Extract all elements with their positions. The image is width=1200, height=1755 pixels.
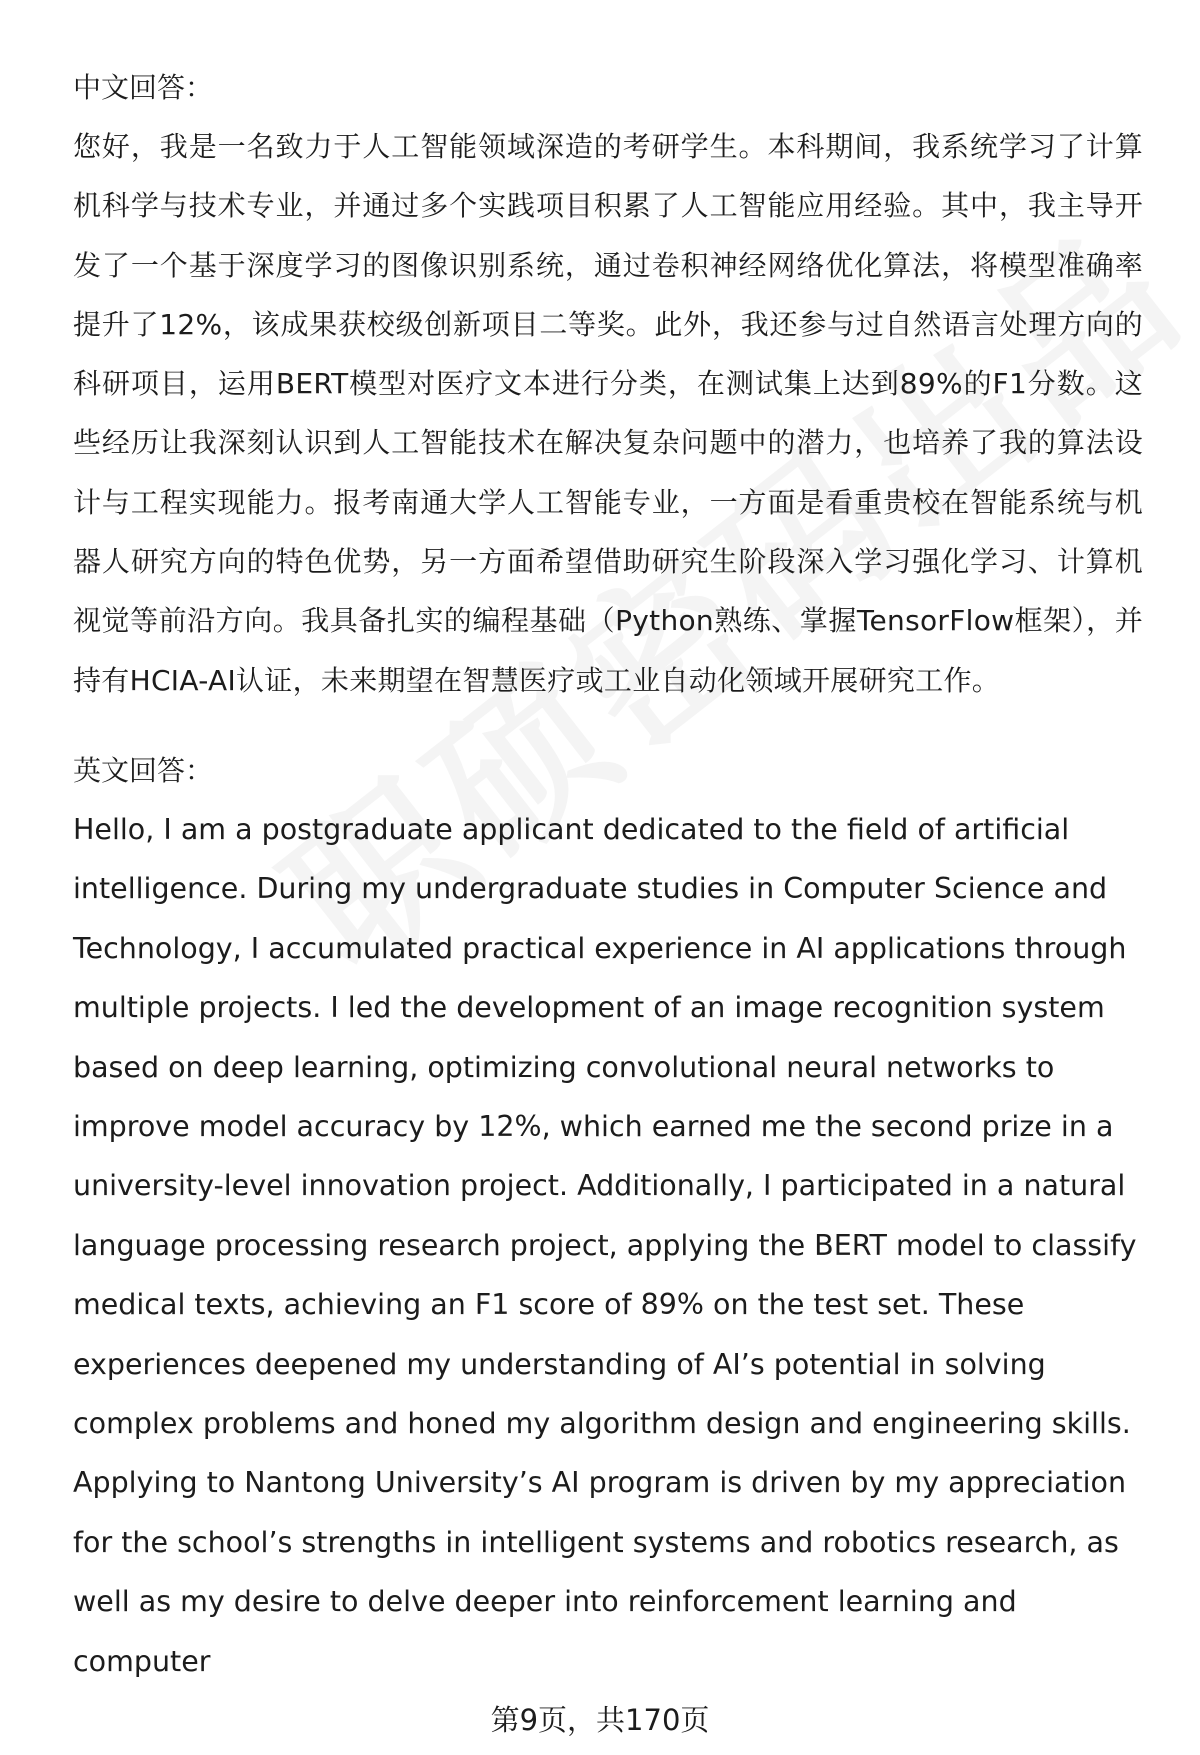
en-answer-paragraph — [73, 800, 1143, 1691]
page-number-footer: 第9页，共170页 — [490, 1703, 710, 1737]
zh-section-label: 中文回答： — [73, 71, 214, 104]
en-answer-line: language processing research project, applying the BERT model to classify — [73, 1228, 1137, 1262]
en-answer-line: medical texts, achieving an F1 score of 89% on the test set. These — [73, 1288, 1025, 1322]
en-answer-line: based on deep learning, optimizing convolutional neural networks to — [73, 1050, 1055, 1084]
en-answer-line: improve model accuracy by 12%, which earned me the second prize in a — [73, 1110, 1114, 1143]
en-section-label: 英文回答： — [73, 753, 214, 787]
section-gap — [73, 710, 1143, 741]
zh-answer-paragraph: 您好，我是一名致力于人工智能领域深造的考研学生。本科期间，我系统学习了计算机科学与技术专业，并通过多个实践项目积累了人工智能应用经验。其中，我主导开发了一个基于深度学习的图像识别系统，通过卷积神经网络优化算法，将模型准确率提升了12%，该成果获校级创新项目二等奖。此外，我还参与过自然语言处理方向的科研项目，运用BERT模型对医疗文本进行分类，在测试集上达到89%的F1分数。这些经历让我深刻认识到人工智能技术在解决复杂问题中的潜力，也培养了我的算法设计与工程实现能力。报考南通大学人工智能专业，一方面是看重贵校在智能系统与机器人研究方向的特色优势，另一方面希望借助研究生阶段深入学习强化学习、计算机视觉等前沿方向。我具备扎实的编程基础（Python熟练、掌握TensorFlow框架），并持有HCIA-AI认证，未来期望在智慧医疗或工业自动化领域开展研究工作。 — [73, 130, 1143, 697]
en-answer-line: complex problems and honed my algorithm design and engineering skills. — [73, 1407, 1131, 1441]
en-answer-line: for the school’s strengths in intelligent systems and robotics research, as — [73, 1525, 1119, 1559]
page-content — [73, 58, 1143, 1691]
en-answer-line: university-level innovation project. Additionally, I participated in a natural — [73, 1169, 1126, 1203]
en-answer-line: Technology, I accumulated practical experience in AI applications through — [73, 931, 1127, 965]
en-answer-line: multiple projects. I led the development of an image recognition system — [73, 991, 1105, 1025]
en-answer-line: experiences deepened my understanding of AI’s potential in solving — [73, 1347, 1046, 1381]
en-answer-line: intelligence. During my undergraduate studies in Computer Science and — [73, 872, 1108, 906]
en-answer-line: Applying to Nantong University’s AI program is driven by my appreciation — [73, 1466, 1127, 1500]
en-answer-line: Hello, I am a postgraduate applicant dedicated to the field of artificial — [73, 812, 1070, 846]
en-answer-line: well as my desire to delve deeper into reinforcement learning and computer — [73, 1585, 1017, 1678]
